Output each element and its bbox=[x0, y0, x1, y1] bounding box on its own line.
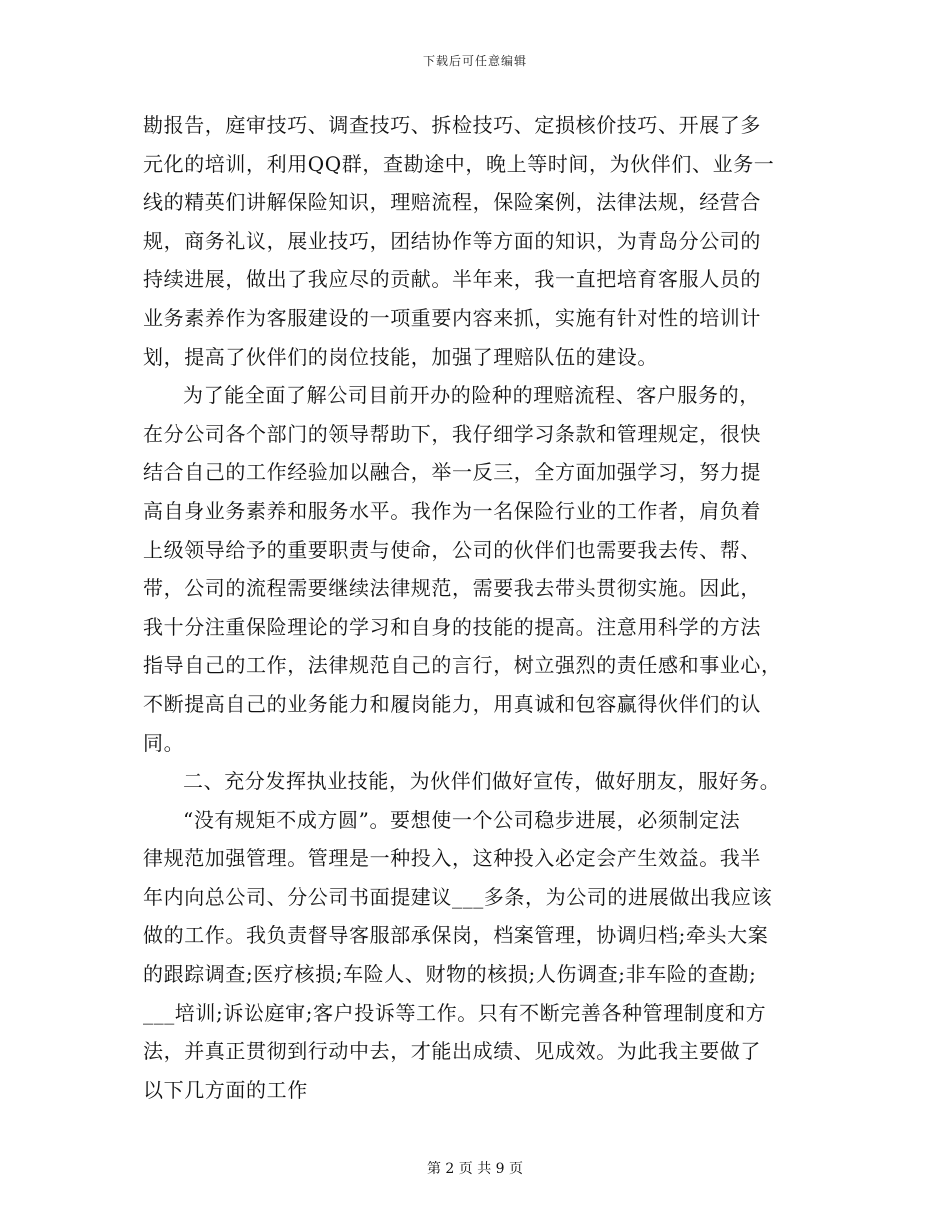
text-line: 二、充分发挥执业技能，为伙伴们做好宣传，做好朋友，服好务。 bbox=[183, 769, 781, 794]
text-line: 划，提高了伙伴们的岗位技能，加强了理赔队伍的建设。 bbox=[143, 344, 658, 369]
text-line: 线的精英们讲解保险知识，理赔流程，保险案例，法律法规，经营合 bbox=[143, 190, 761, 215]
text-line: 高自身业务素养和服务水平。我作为一名保险行业的工作者，肩负着 bbox=[143, 498, 761, 523]
text-line: 规，商务礼议，展业技巧，团结协作等方面的知识，为青岛分公司的 bbox=[143, 228, 761, 253]
text-line: ___培训;诉讼庭审;客户投诉等工作。只有不断完善各种管理制度和方 bbox=[143, 1000, 767, 1025]
page-footer: 第 2 页 共 9 页 bbox=[426, 1161, 524, 1177]
text-line: 以下几方面的工作 bbox=[143, 1077, 308, 1102]
text-line: 勘报告，庭审技巧、调查技巧、拆检技巧、定损核价技巧、开展了多 bbox=[143, 113, 761, 137]
text-line: 不断提高自己的业务能力和履岗能力，用真诚和包容赢得伙伴们的认 bbox=[143, 691, 761, 716]
text-line: 做的工作。我负责督导客服部承保岗，档案管理，协调归档;牵头大案 bbox=[143, 923, 769, 948]
text-line: 在分公司各个部门的领导帮助下，我仔细学习条款和管理规定，很快 bbox=[143, 421, 761, 446]
text-line: 持续进展，做出了我应尽的贡献。半年来，我一直把培育客服人员的 bbox=[143, 267, 761, 292]
text-line: 律规范加强管理。管理是一种投入，这种投入必定会产生效益。我半 bbox=[143, 846, 761, 871]
text-line: 结合自己的工作经验加以融合，举一反三，全方面加强学习，努力提 bbox=[143, 460, 761, 485]
text-line: 我十分注重保险理论的学习和自身的技能的提高。注意用科学的方法 bbox=[143, 614, 761, 639]
text-line: 上级领导给予的重要职责与使命，公司的伙伴们也需要我去传、帮、 bbox=[143, 537, 761, 562]
text-line: 业务素养作为客服建设的一项重要内容来抓，实施有针对性的培训计 bbox=[143, 305, 761, 330]
text-line: 为了能全面了解公司目前开办的险种的理赔流程、客户服务的， bbox=[183, 383, 760, 408]
text-line: 带，公司的流程需要继续法律规范，需要我去带头贯彻实施。因此， bbox=[143, 576, 761, 601]
document-body bbox=[143, 106, 815, 1109]
text-line: 同。 bbox=[143, 730, 185, 755]
text-line: 法，并真正贯彻到行动中去，才能出成绩、见成效。为此我主要做了 bbox=[143, 1039, 761, 1064]
text-line: 年内向总公司、分公司书面提建议___多条，为公司的进展做出我应该 bbox=[143, 884, 773, 909]
text-line: 的跟踪调查;医疗核损;车险人、财物的核损;人伤调查;非车险的查勘; bbox=[143, 962, 757, 987]
text-line: 指导自己的工作，法律规范自己的言行，树立强烈的责任感和事业心， bbox=[143, 653, 782, 678]
text-line: “没有规矩不成方圆”。要想使一个公司稳步进展，必须制定法 bbox=[183, 807, 741, 832]
text-line: 元化的培训，利用QQ群，查勘途中，晚上等时间，为伙伴们、业务一 bbox=[143, 151, 775, 176]
page-header: 下载后可任意编辑 bbox=[422, 54, 527, 68]
